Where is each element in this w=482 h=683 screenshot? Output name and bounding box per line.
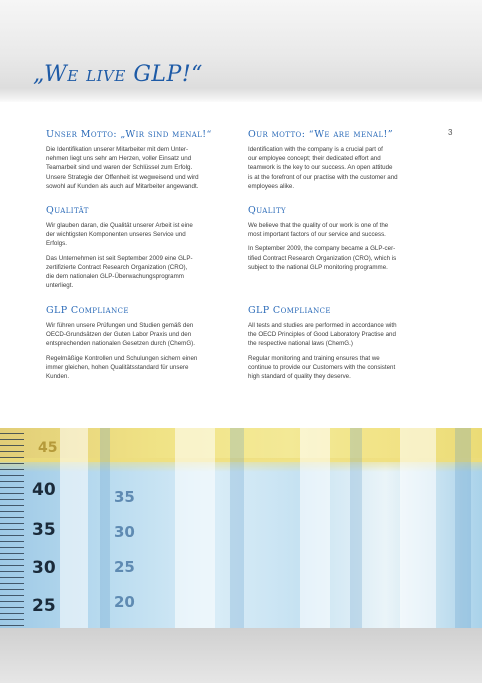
tube-shade — [455, 428, 471, 628]
page-headline: „We live GLP!“ — [33, 62, 203, 87]
paragraph-line: Das Unternehmen ist seit September 2009 eine GLP- — [46, 254, 193, 262]
paragraph-line: immer gleichen, hohen Qualitätsstandard für unsere — [46, 363, 189, 371]
paragraph-line: subject to the national GLP monitoring programme. — [248, 263, 388, 271]
paragraph-line: most important factors of our service and success. — [248, 231, 386, 239]
paragraph-line: Unsere Strategie der Offenheit ist wegweisend und wird — [46, 173, 199, 181]
paragraph-line: Erfolgs. — [46, 240, 67, 248]
graduation-number: 25 — [32, 596, 56, 616]
section-title: GLP Compliance — [46, 305, 129, 316]
page-number: 3 — [448, 128, 453, 137]
section-title: GLP Compliance — [248, 305, 331, 316]
paragraph-line: Wir führen unsere Prüfungen und Studien gemäß den — [46, 322, 194, 329]
section-paragraph — [46, 321, 238, 349]
section-motto-en — [248, 129, 440, 196]
paragraph-line: We believe that the quality of our work is one of the — [248, 222, 389, 229]
paragraph-line: sowohl auf Kunden als auch auf Mitarbeiter angewandt. — [46, 182, 199, 190]
tube-shade — [100, 428, 110, 628]
section-paragraph — [248, 354, 440, 382]
section-paragraph — [248, 221, 440, 239]
section-glp-en — [248, 305, 440, 386]
tube-highlight — [400, 428, 436, 628]
graduation-number: 25 — [114, 558, 135, 576]
cylinder-tick-marks — [0, 428, 24, 628]
paragraph-line: Kunden. — [46, 373, 70, 381]
section-paragraph — [46, 221, 238, 249]
section-paragraph — [248, 145, 440, 191]
section-body — [248, 321, 440, 381]
paragraph-line: is at the forefront of our practise with the customer and — [248, 173, 398, 181]
graduation-number: 30 — [114, 523, 135, 541]
paragraph-line: entsprechenden nationalen Gesetzen durch (ChemG). — [46, 340, 195, 348]
paragraph-line: All tests and studies are performed in accordance with — [248, 322, 397, 329]
graduation-number: 30 — [32, 558, 56, 578]
paragraph-line: In September 2009, the company became a GLP-cer- — [248, 245, 396, 253]
section-title: Quality — [248, 205, 287, 216]
graduation-number: 35 — [114, 488, 135, 506]
tube-highlight — [300, 428, 330, 628]
footer-gradient-band — [0, 628, 482, 683]
paragraph-line: der wichtigsten Komponenten unseres Service und — [46, 231, 186, 239]
section-motto-de — [46, 129, 238, 196]
paragraph-line: unterliegt. — [46, 282, 74, 290]
graduation-number: 45 — [38, 440, 58, 456]
tube-shade — [230, 428, 244, 628]
section-body — [46, 321, 238, 381]
paragraph-line: teamwork is the key to our success. An open attitude — [248, 164, 393, 172]
section-paragraph — [46, 254, 238, 291]
paragraph-line: Die Identifikation unserer Mitarbeiter mit dem Unter- — [46, 146, 189, 153]
paragraph-line: die dem nationalen GLP-Überwachungsprogramm — [46, 273, 184, 281]
section-body — [248, 145, 440, 191]
paragraph-line: Teamarbeit sind und waren der Schlüssel zum Erfolg. — [46, 164, 193, 172]
paragraph-line: nehmen liegt uns sehr am Herzen, voller Einsatz und — [46, 155, 192, 163]
graduation-number: 40 — [32, 480, 56, 500]
section-title: Qualität — [46, 205, 89, 216]
section-paragraph — [46, 354, 238, 382]
paragraph-line: OECD-Grundsätzen der Guten Labor Praxis und den — [46, 331, 192, 339]
section-quality-en — [248, 205, 440, 277]
graduation-number: 35 — [32, 520, 56, 540]
section-paragraph — [248, 321, 440, 349]
section-title: Unser Motto: „Wir sind menal!“ — [46, 129, 212, 140]
paragraph-line: the respective national laws (ChemG.) — [248, 340, 353, 348]
paragraph-line: zertifizierte Contract Research Organization (CRO), — [46, 263, 188, 271]
paragraph-line: the OECD Principles of Good Laboratory Practise and — [248, 331, 396, 339]
section-paragraph — [46, 145, 238, 191]
section-body — [46, 145, 238, 191]
section-paragraph — [248, 244, 440, 272]
section-title: Our motto: “We are menal!” — [248, 129, 393, 140]
tube-shade — [350, 428, 362, 628]
section-glp-de — [46, 305, 238, 386]
paragraph-line: tified Contract Research Organization (CRO), which is — [248, 254, 397, 262]
paragraph-line: Regular monitoring and training ensures that we — [248, 354, 380, 362]
section-body — [46, 221, 238, 290]
paragraph-line: our employee concept; their dedicated effort and — [248, 155, 381, 163]
graduation-number: 20 — [114, 593, 135, 611]
paragraph-line: continue to provide our Customers with the consistent — [248, 363, 396, 371]
paragraph-line: high standard of quality they deserve. — [248, 373, 351, 381]
tube-highlight — [60, 428, 88, 628]
paragraph-line: Regelmäßige Kontrollen und Schulungen sichern einen — [46, 354, 198, 362]
section-body — [248, 221, 440, 272]
lab-glassware-photo — [0, 428, 482, 628]
paragraph-line: Identification with the company is a crucial part of — [248, 146, 383, 153]
section-quality-de — [46, 205, 238, 295]
tube-highlight — [175, 428, 215, 628]
paragraph-line: employees alike. — [248, 182, 295, 190]
paragraph-line: Wir glauben daran, die Qualität unserer Arbeit ist eine — [46, 222, 193, 229]
